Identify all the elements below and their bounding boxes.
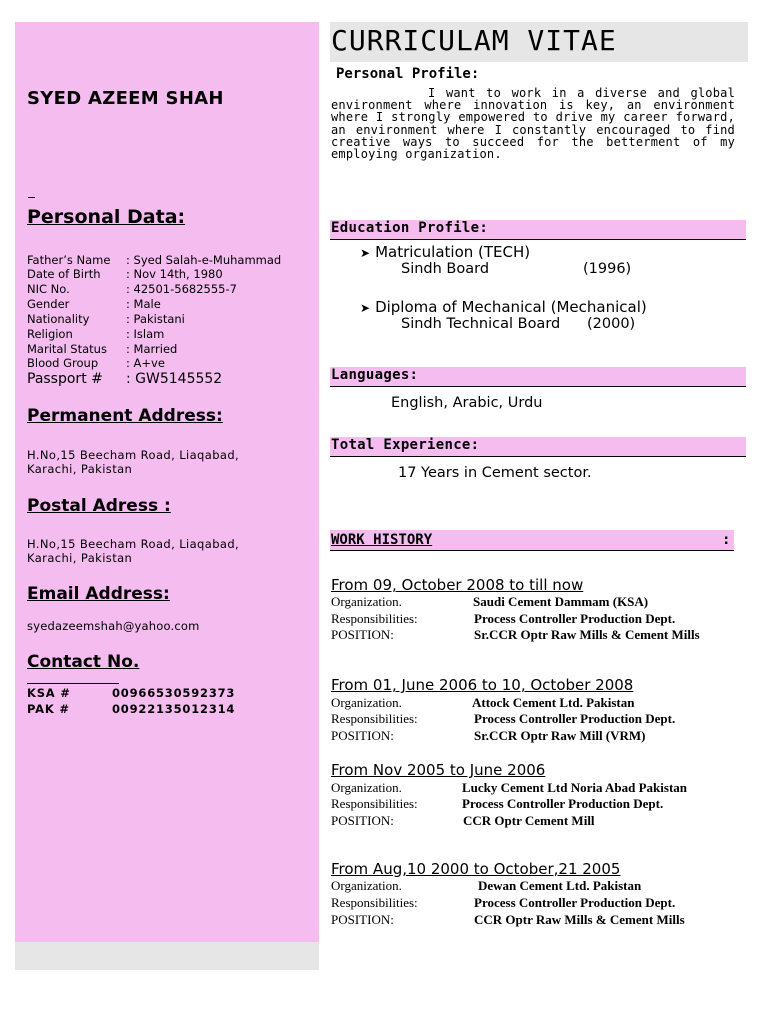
row-value: : Syed Salah-e-Muhammad (126, 253, 282, 267)
job-period: From Nov 2005 to June 2006 (331, 761, 546, 779)
pos-label: POSITION: (331, 627, 394, 642)
email-address: syedazeemshah@yahoo.com (27, 619, 200, 633)
education-board: Sindh Technical Board (401, 316, 561, 332)
personal-row (27, 327, 164, 341)
experience-value: 17 Years in Cement sector. (398, 465, 592, 481)
job-period: From 01, June 2006 to 10, October 2008 (331, 676, 634, 694)
row-value: : 42501-5682555-7 (126, 282, 237, 296)
education-item (360, 298, 647, 316)
contact-heading: Contact No. (27, 652, 140, 672)
job-org-row (331, 780, 687, 796)
job-org-row (331, 878, 641, 894)
phone-label: PAK # (27, 702, 70, 716)
org-label: Organization. (331, 594, 402, 609)
address-line: H.No,15 Beecham Road, Liaqabad, (27, 537, 240, 551)
org-label: Organization. (331, 695, 402, 710)
arrow-bullet-icon: ➤ (360, 301, 371, 315)
permanent-address (27, 448, 239, 476)
pos-label: POSITION: (331, 813, 394, 828)
work-history-colon: : (722, 532, 731, 548)
job-org: Saudi Cement Dammam (KSA) (473, 594, 649, 609)
arrow-bullet-icon: ➤ (360, 246, 371, 260)
job-resp-row (331, 711, 675, 727)
personal-row (27, 356, 165, 370)
divider (28, 197, 35, 198)
personal-data-heading: Personal Data: (27, 206, 186, 228)
candidate-name: SYED AZEEM SHAH (27, 88, 224, 109)
row-value: : Married (126, 342, 178, 356)
org-label: Organization. (331, 878, 402, 893)
email-heading: Email Address: (27, 584, 170, 604)
job-org: Lucky Cement Ltd Noria Abad Pakistan (462, 780, 687, 795)
postal-address-heading: Postal Adress : (27, 496, 171, 516)
phone-label: KSA # (27, 686, 71, 700)
personal-row (27, 253, 281, 267)
job-position: Sr.CCR Optr Raw Mills & Cement Mills (474, 627, 700, 642)
phone-row (27, 702, 235, 716)
address-line: H.No,15 Beecham Road, Liaqabad, (27, 448, 240, 462)
job-position: Sr.CCR Optr Raw Mill (VRM) (474, 728, 646, 743)
personal-profile-label: Personal Profile: (336, 66, 480, 82)
postal-address (27, 537, 239, 565)
job-org: Attock Cement Ltd. Pakistan (472, 695, 635, 710)
experience-label: Total Experience: (331, 437, 480, 453)
job-org-row (331, 695, 635, 711)
education-item (360, 243, 530, 261)
education-year: (1996) (583, 261, 632, 277)
work-history-label: WORK HISTORY (331, 532, 433, 548)
personal-row (27, 282, 237, 296)
job-resp: Process Controller Production Dept. (474, 611, 676, 626)
phone-number: 00966530592373 (112, 686, 236, 700)
row-key: Blood Group (27, 356, 99, 370)
job-resp-row (331, 895, 675, 911)
resp-label: Responsibilities: (331, 711, 418, 726)
address-line: Karachi, Pakistan (27, 551, 133, 565)
row-key: Religion (27, 327, 73, 341)
row-value: : Male (126, 297, 161, 311)
job-period: From 09, October 2008 to till now (331, 576, 584, 594)
row-key: Passport # (27, 371, 103, 387)
personal-row (27, 371, 222, 387)
education-title: Diploma of Mechanical (Mechanical) (375, 298, 647, 316)
personal-row (27, 297, 161, 311)
resp-label: Responsibilities: (331, 796, 418, 811)
row-value: : GW5145552 (126, 371, 223, 387)
job-position: CCR Optr Raw Mills & Cement Mills (474, 912, 685, 927)
org-label: Organization. (331, 780, 402, 795)
pos-label: POSITION: (331, 912, 394, 927)
personal-row (27, 342, 177, 356)
permanent-address-heading: Permanent Address: (27, 406, 223, 426)
resp-label: Responsibilities: (331, 895, 418, 910)
document-title: CURRICULAM VITAE (331, 24, 617, 57)
row-value: : A+ve (126, 356, 165, 370)
job-resp: Process Controller Production Dept. (462, 796, 664, 811)
job-period: From Aug,10 2000 to October,21 2005 (331, 860, 621, 878)
languages-label: Languages: (331, 367, 419, 383)
row-value: : Islam (126, 327, 165, 341)
resp-label: Responsibilities: (331, 611, 418, 626)
sidebar-footer (15, 942, 319, 970)
row-key: Marital Status (27, 342, 107, 356)
personal-profile-text: I want to work in a diverse and global environment where innovation is key, an environment where I strongly empowered to drive my career forward, an environment where I constantly encouraged to find creative ways to succeed for the betterment of my employing organization. (331, 86, 735, 162)
row-key: Gender (27, 297, 70, 311)
job-resp: Process Controller Production Dept. (474, 711, 676, 726)
row-key: NIC No. (27, 282, 70, 296)
job-resp: Process Controller Production Dept. (474, 895, 676, 910)
education-label: Education Profile: (331, 220, 489, 236)
pos-label: POSITION: (331, 728, 394, 743)
row-value: : Nov 14th, 1980 (126, 267, 223, 281)
personal-row (27, 267, 223, 281)
personal-row (27, 312, 185, 326)
job-pos-row (331, 728, 646, 744)
job-pos-row (331, 813, 595, 829)
education-year: (2000) (587, 316, 636, 332)
job-org: Dewan Cement Ltd. Pakistan (478, 878, 642, 893)
row-key: Father’s Name (27, 253, 111, 267)
languages-value: English, Arabic, Urdu (391, 395, 543, 411)
education-title: Matriculation (TECH) (375, 243, 531, 261)
sidebar-panel (15, 22, 319, 942)
job-resp-row (331, 611, 675, 627)
divider (27, 683, 119, 684)
job-org-row (331, 594, 648, 610)
address-line: Karachi, Pakistan (27, 462, 133, 476)
job-pos-row (331, 912, 685, 928)
row-key: Nationality (27, 312, 90, 326)
job-position: CCR Optr Cement Mill (463, 813, 595, 828)
education-board: Sindh Board (401, 261, 490, 277)
row-key: Date of Birth (27, 267, 101, 281)
job-resp-row (331, 796, 663, 812)
phone-number: 00922135012314 (112, 702, 236, 716)
job-pos-row (331, 627, 700, 643)
row-value: : Pakistani (126, 312, 185, 326)
phone-row (27, 686, 235, 700)
